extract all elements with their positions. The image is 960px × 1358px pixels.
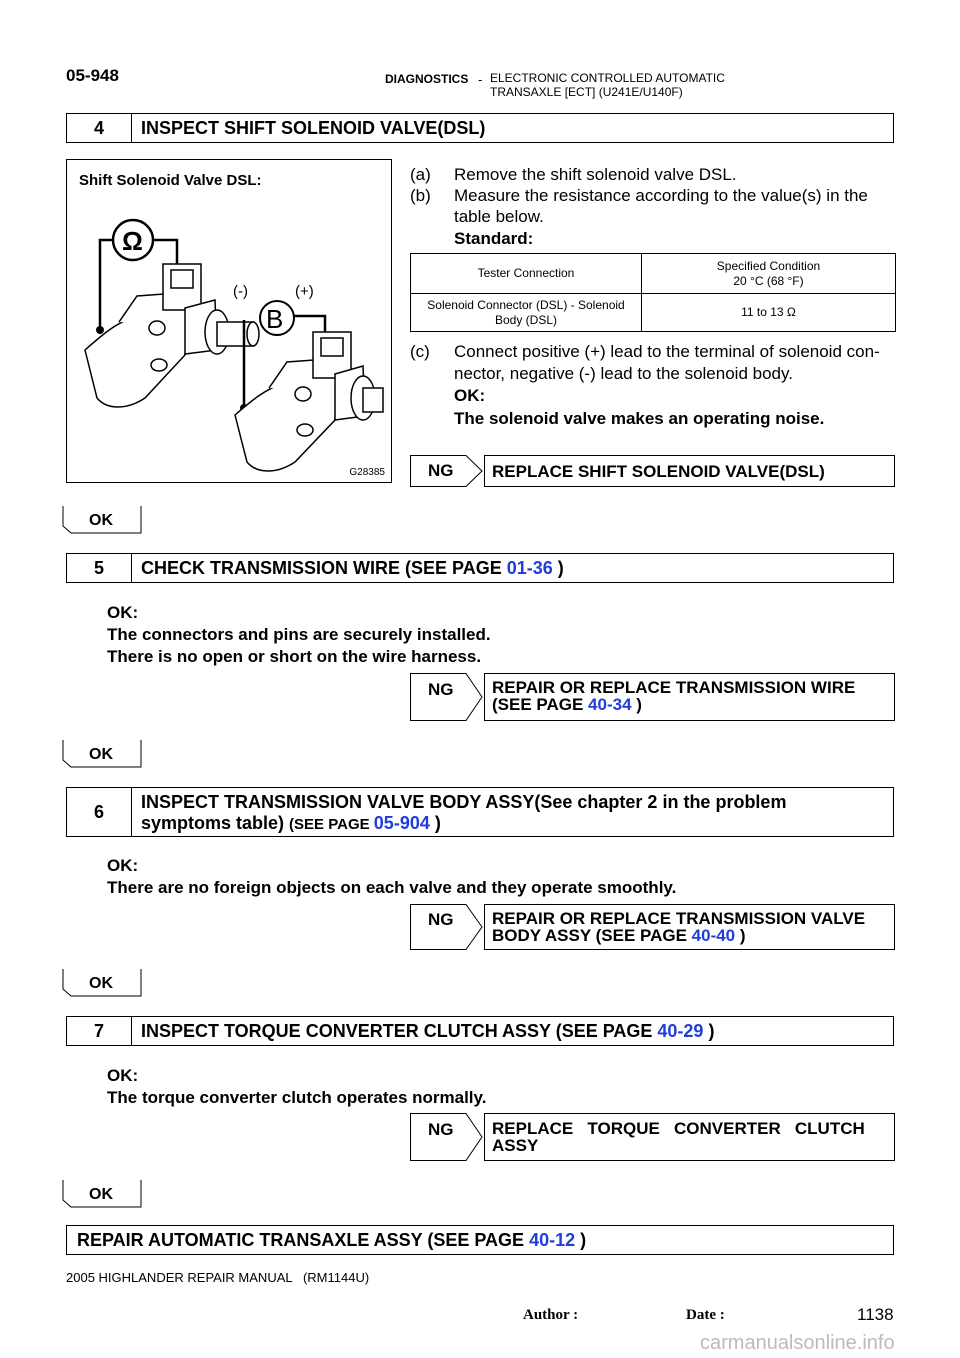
step-5-page-link[interactable]: 01-36 — [506, 558, 553, 578]
final-action-end: ) — [575, 1230, 587, 1250]
header-section: DIAGNOSTICS — [385, 72, 469, 86]
step-7-ng-action-line1: REPLACE TORQUE CONVERTER CLUTCH — [492, 1119, 865, 1138]
step-7-page-link[interactable]: 40-29 — [657, 1021, 704, 1041]
step-4-ng-result — [410, 455, 896, 487]
step-5-title-text: CHECK TRANSMISSION WIRE (SEE PAGE — [141, 558, 507, 578]
instruction-a-label: (a) — [410, 165, 431, 184]
step-5-ng-result — [410, 673, 896, 721]
instruction-b-line1: Measure the resistance according to the value(s) in the — [454, 186, 868, 205]
step-5-ok-label: OK: — [107, 603, 139, 622]
step-5-number: 5 — [67, 554, 132, 582]
table-header-cond-line2: 20 °C (68 °F) — [733, 273, 804, 288]
step-4-ok-text: The solenoid valve makes an operating noise. — [454, 409, 825, 428]
resistance-spec-table — [410, 253, 896, 332]
step-6-ng-action-line2 — [492, 927, 746, 944]
step-6-ok-label: OK: — [107, 856, 139, 875]
step-5-ok-tag-label: OK — [89, 746, 113, 763]
step-5-ng-page-link[interactable]: 40-34 — [588, 695, 632, 714]
final-action-title — [77, 1230, 586, 1251]
step-5-ng-label: NG — [428, 680, 454, 699]
instruction-c-label: (c) — [410, 342, 430, 361]
step-4-header — [66, 113, 894, 143]
step-6-header — [66, 787, 894, 837]
step-7-ok-line1: The torque converter clutch operates normally. — [107, 1088, 487, 1107]
step-5-ng-action-line1: REPAIR OR REPLACE TRANSMISSION WIRE — [492, 678, 856, 697]
step-7-header — [66, 1016, 894, 1046]
table-cell-connection — [411, 294, 642, 332]
step-6-title-line2-text: symptoms table) — [141, 813, 290, 833]
step-5-title-end: ) — [552, 558, 564, 578]
page-number: 1138 — [857, 1305, 894, 1324]
step-7-ok-label: OK: — [107, 1066, 139, 1085]
step-6-ng-page-link[interactable]: 40-40 — [691, 926, 736, 945]
final-page-link[interactable]: 40-12 — [529, 1230, 576, 1250]
step-6-title-line2 — [141, 813, 441, 834]
header-subsection-line2: TRANSAXLE [ECT] (U241E/U140F) — [490, 85, 683, 99]
figure-id: G28385 — [349, 467, 385, 478]
step-4-title: INSPECT SHIFT SOLENOID VALVE(DSL) — [141, 118, 486, 138]
b-label: B — [266, 304, 284, 334]
step-5-title — [141, 558, 564, 579]
table-header-specified-condition — [642, 254, 896, 294]
step-7-ok-tag — [62, 1180, 142, 1208]
step-7-number: 7 — [67, 1017, 132, 1045]
step-4-ng-label: NG — [428, 461, 454, 480]
step-6-number: 6 — [67, 788, 132, 836]
step-7-ng-action-line2: ASSY — [492, 1136, 539, 1155]
step-6-ng-end: ) — [735, 926, 746, 945]
step-6-title-line1: INSPECT TRANSMISSION VALVE BODY ASSY(See chapter 2 in the problem — [141, 792, 787, 812]
negative-label: (-) — [233, 283, 248, 300]
watermark: carmanualsonline.info — [700, 1332, 895, 1354]
step-6-ng-action-line1: REPAIR OR REPLACE TRANSMISSION VALVE — [492, 909, 866, 928]
step-4-number: 4 — [67, 114, 132, 142]
step-6-ng-label: NG — [428, 910, 454, 929]
right-solenoid-icon — [235, 332, 383, 471]
instruction-c-line2: nector, negative (-) lead to the solenoid body. — [454, 364, 793, 383]
step-4-ok-tag-label: OK — [89, 512, 113, 529]
step-7-title-end: ) — [703, 1021, 715, 1041]
step-6-ok-tag-label: OK — [89, 975, 113, 992]
table-header-tester-connection: Tester Connection — [411, 254, 642, 294]
step-7-title-text: INSPECT TORQUE CONVERTER CLUTCH ASSY (SEE PAGE — [141, 1021, 658, 1041]
author-label: Author : — [523, 1307, 579, 1323]
step-5-ng-end: ) — [631, 695, 642, 714]
step-5-ok-line1: The connectors and pins are securely installed. — [107, 625, 491, 644]
instruction-b-label: (b) — [410, 186, 431, 205]
step-6-ok-line1: There are no foreign objects on each valve and they operate smoothly. — [107, 878, 677, 897]
step-6-see-page: (SEE PAGE — [289, 816, 374, 833]
step-6-page-link[interactable]: 05-904 — [373, 813, 430, 833]
step-5-ng-see-page: (SEE PAGE — [492, 695, 589, 714]
date-label: Date : — [686, 1307, 725, 1323]
step-4-ng-action: REPLACE SHIFT SOLENOID VALVE(DSL) — [492, 462, 825, 481]
step-6-ng-see-page: BODY ASSY (SEE PAGE — [492, 926, 692, 945]
step-5-ng-action-line2 — [492, 696, 642, 713]
manual-title: 2005 HIGHLANDER REPAIR MANUAL (RM1144U) — [66, 1270, 370, 1285]
solenoid-figure — [66, 159, 392, 483]
standard-label: Standard: — [454, 229, 534, 248]
ohm-symbol: Ω — [122, 226, 143, 256]
step-7-ng-result — [410, 1113, 896, 1161]
table-cell-connection-line2: Body (DSL) — [494, 312, 558, 327]
final-action-box — [66, 1225, 894, 1255]
table-header-cond-line1: Specified Condition — [716, 258, 821, 273]
step-5-header — [66, 553, 894, 583]
table-cell-connection-line1: Solenoid Connector (DSL) - Solenoid — [427, 297, 625, 312]
final-action-text: REPAIR AUTOMATIC TRANSAXLE ASSY (SEE PAGE — [77, 1230, 530, 1250]
step-4-ok-label: OK: — [454, 386, 486, 405]
step-4-ok-tag — [62, 506, 142, 534]
solenoid-illustration — [67, 160, 391, 482]
step-6-ng-result — [410, 904, 896, 950]
page-code: 05-948 — [66, 66, 119, 85]
instruction-c-line1: Connect positive (+) lead to the terminal of solenoid con- — [454, 342, 880, 361]
step-7-ok-tag-label: OK — [89, 1186, 113, 1203]
table-cell-resistance: 11 to 13 Ω — [642, 294, 896, 332]
step-7-ng-label: NG — [428, 1120, 454, 1139]
positive-label: (+) — [295, 283, 314, 300]
header-subsection-line1: ELECTRONIC CONTROLLED AUTOMATIC — [490, 71, 725, 85]
step-7-title — [141, 1021, 714, 1042]
instruction-b-line2: table below. — [454, 207, 544, 226]
step-6-ok-tag — [62, 969, 142, 997]
instruction-a-text: Remove the shift solenoid valve DSL. — [454, 165, 737, 184]
step-5-ok-tag — [62, 740, 142, 768]
header-dash: - — [478, 72, 483, 87]
step-6-title-end: ) — [429, 813, 441, 833]
figure-caption: Shift Solenoid Valve DSL: — [79, 172, 262, 189]
step-5-ok-line2: There is no open or short on the wire harness. — [107, 647, 482, 666]
